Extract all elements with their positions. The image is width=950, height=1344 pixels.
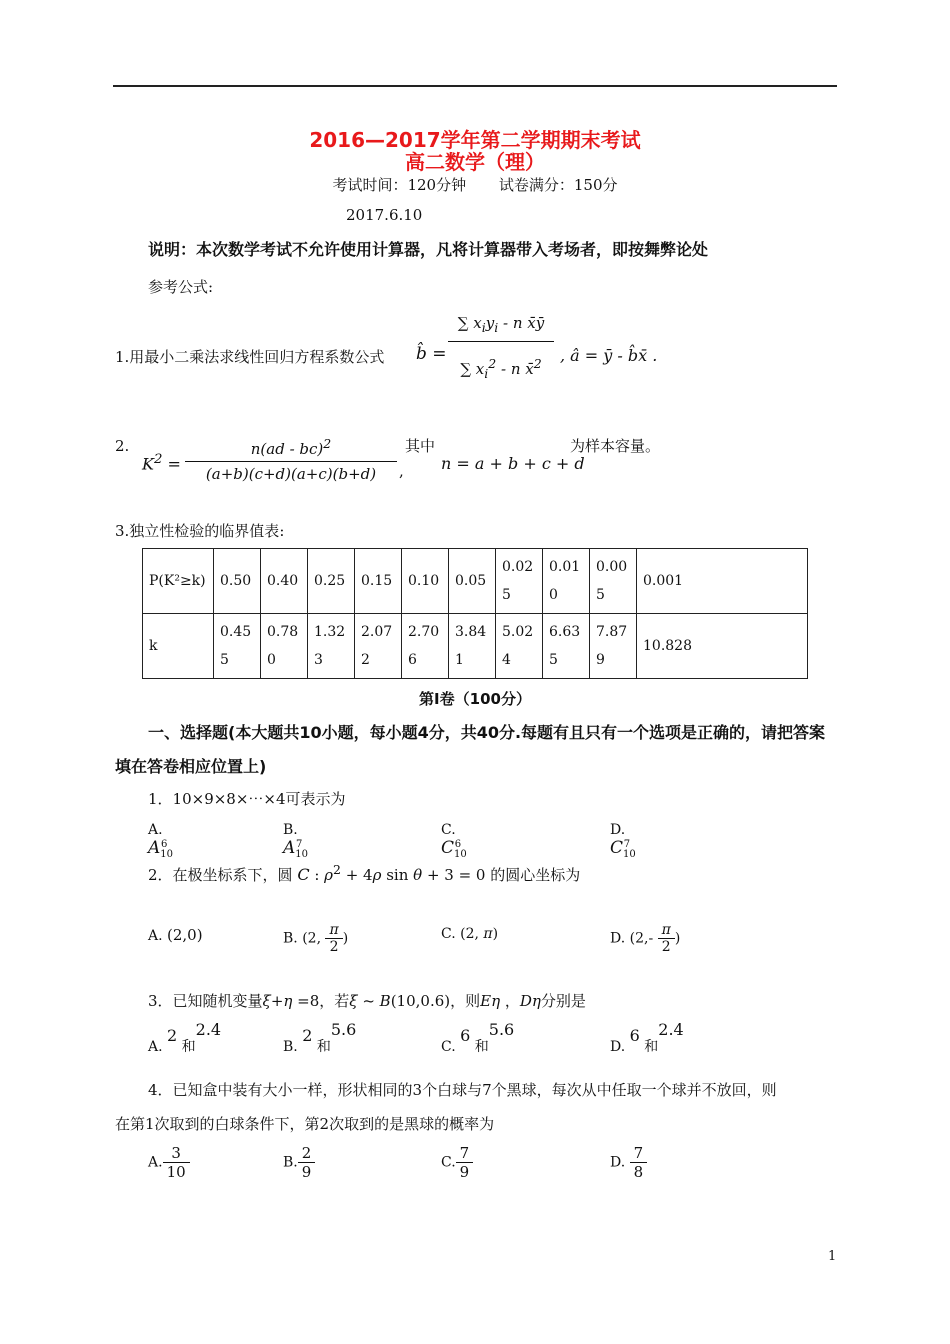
table-cell: 0.10	[402, 549, 449, 614]
q4-option-c	[441, 1144, 473, 1181]
q3-b-second: 5.6	[330, 1020, 357, 1039]
exam-title: 2016—2017学年第二学期期末考试	[309, 128, 641, 152]
question-4-stem-line2: 在第1次取到的白球条件下，第2次取到的是黑球的概率为	[115, 1115, 495, 1133]
table-cell: 0.455	[214, 614, 261, 679]
q4-a-denominator: 10	[166, 1163, 186, 1181]
table-cell: 1.323	[308, 614, 355, 679]
q2-option-b: B. (2, $\frac{\pi}{2}$ )	[283, 922, 349, 955]
exam-time: 考试时间：120分钟	[332, 176, 467, 194]
option-letter: A.	[148, 1039, 163, 1055]
q1-option-a: A. $A_{10}^6$	[148, 822, 174, 860]
option-letter: B.	[283, 822, 298, 838]
option-letter: B.	[283, 930, 298, 947]
q4-b-denominator: 9	[301, 1163, 312, 1181]
q3-stem-a: 3．已知随机变量	[148, 992, 263, 1010]
formula-2-fraction: n(ad - bc)$^2$ (a+b)(c+d)(a+c)(b+d)	[185, 436, 397, 483]
q3-a-second: 2.4	[195, 1020, 222, 1039]
q3-d-second: 2.4	[658, 1020, 684, 1039]
q3-option-c	[441, 1020, 515, 1055]
formula-1-fraction: ∑ $x_iy_i$ - n x̄ȳ ∑ $x_i^2$ - n x̄$^2$	[448, 314, 554, 381]
and-label: 和	[644, 1039, 659, 1055]
q4-option-a	[148, 1144, 190, 1181]
q3-option-d	[610, 1020, 684, 1055]
table-cell: 0.40	[261, 549, 308, 614]
option-letter: C.	[441, 1154, 456, 1171]
formula-1-label: 1.用最小二乘法求线性回归方程系数公式	[115, 348, 385, 366]
option-letter: D.	[610, 1039, 626, 1055]
formula-1-b: b̂ =	[416, 344, 447, 364]
exam-date: 2017.6.10	[346, 206, 423, 224]
q3-d-first: 6	[629, 1026, 640, 1045]
formula-2-label: 2.	[115, 437, 130, 455]
option-letter: D.	[610, 822, 626, 838]
question-4-stem-line1: 4．已知盒中装有大小一样，形状相同的3个白球与7个黑球，每次从中任取一个球并不放回，则	[148, 1081, 777, 1099]
option-letter: D.	[610, 930, 626, 947]
option-letter: A.	[148, 822, 163, 838]
option-letter: C.	[441, 1039, 456, 1055]
q2-stem-b: 的圆心坐标为	[490, 866, 581, 884]
full-score: 试卷满分：150分	[498, 176, 618, 194]
formula-2-where: 其中	[405, 437, 436, 455]
option-letter: C.	[441, 822, 456, 838]
table-cell: 0.50	[214, 549, 261, 614]
q3-stem-c: ，则	[450, 992, 481, 1010]
q3-option-a	[148, 1020, 222, 1055]
table-cell: 5.024	[496, 614, 543, 679]
question-1-stem: 1．10×9×8×⋯×4可表示为	[148, 790, 346, 808]
q3-option-b	[283, 1020, 357, 1055]
formula-2-comma: ,	[399, 462, 404, 480]
q3-c-second: 5.6	[488, 1020, 515, 1039]
part1-title: 第Ⅰ卷（100分）	[419, 690, 531, 708]
q4-b-numerator: 2	[298, 1144, 316, 1163]
q4-d-denominator: 8	[633, 1163, 644, 1181]
option-letter: B.	[283, 1039, 298, 1055]
table-row-label: k	[143, 614, 214, 679]
option-letter: D.	[610, 1154, 626, 1171]
q1-option-b: B. $A_{10}^7$	[283, 822, 309, 860]
q4-c-denominator: 9	[459, 1163, 470, 1181]
table-cell: 0.005	[590, 549, 637, 614]
table-cell: 2.072	[355, 614, 402, 679]
table-cell: 0.25	[308, 549, 355, 614]
q3-stem-b: ，若	[319, 992, 350, 1010]
q2-stem-a: 2．在极坐标系下，圆	[148, 866, 293, 884]
question-3-stem: 3．已知随机变量ξ+η =8，若ξ ~ B(10,0.6)，则Eη ，Dη分别是	[148, 992, 586, 1010]
option-letter: A.	[148, 1154, 163, 1171]
table-cell: 0.010	[543, 549, 590, 614]
formula-2-sample: 为样本容量。	[570, 437, 661, 455]
q4-option-b	[283, 1144, 315, 1181]
formula-2-k: $K^2$ =	[142, 452, 181, 474]
critical-value-table	[142, 548, 808, 679]
section-heading-line1: 一、选择题(本大题共10小题，每小题4分，共40分.每题有且只有一个选项是正确的，请把答案	[148, 723, 826, 742]
table-cell: 10.828	[637, 614, 808, 679]
table-cell: 0.001	[637, 549, 808, 614]
table-row	[143, 549, 808, 614]
section-heading-line2: 填在答卷相应位置上)	[115, 757, 267, 776]
and-label: 和	[181, 1039, 196, 1055]
q4-option-d	[610, 1144, 647, 1181]
and-label: 和	[316, 1039, 331, 1055]
q3-c-first: 6	[460, 1026, 471, 1045]
table-cell: 0.05	[449, 549, 496, 614]
option-letter: C.	[441, 926, 456, 942]
q3-b-first: 2	[302, 1026, 313, 1045]
table-row	[143, 614, 808, 679]
and-label: 和	[474, 1039, 489, 1055]
formula-3-label: 3.独立性检验的临界值表:	[115, 522, 285, 540]
option-letter: A.	[148, 928, 163, 944]
q1-option-d: D. $C_{10}^7$	[610, 822, 636, 860]
formula-1-a: , â = ȳ - b̂x̄ .	[560, 346, 658, 365]
table-cell: 2.706	[402, 614, 449, 679]
q4-d-numerator: 7	[630, 1144, 648, 1163]
table-cell: 0.780	[261, 614, 308, 679]
q2-option-a: A. (2,0)	[148, 926, 203, 944]
question-2-stem: 2．在极坐标系下，圆 C : $\rho^2 + 4\rho$ sin θ + 3 = 0 的圆心坐标为	[148, 862, 581, 884]
table-row-label: P(K²≥k)	[143, 549, 214, 614]
q3-stem-d: 分别是	[540, 992, 586, 1010]
top-rule	[113, 85, 837, 87]
q3-a-first: 2	[167, 1026, 178, 1045]
table-cell: 0.025	[496, 549, 543, 614]
formula-2-n: n = a + b + c + d	[441, 454, 585, 473]
table-cell: 7.879	[590, 614, 637, 679]
formula-intro: 参考公式:	[148, 278, 214, 296]
exam-subtitle: 高二数学（理）	[405, 150, 545, 174]
page-number: 1	[828, 1249, 837, 1264]
table-cell: 6.635	[543, 614, 590, 679]
q2-option-c: C. (2, π)	[441, 926, 499, 942]
table-cell: 0.15	[355, 549, 402, 614]
q4-c-numerator: 7	[456, 1144, 474, 1163]
table-cell: 3.841	[449, 614, 496, 679]
q1-option-c: C. $C_{10}^6$	[441, 822, 467, 860]
option-letter: B.	[283, 1154, 298, 1171]
exam-note: 说明：本次数学考试不允许使用计算器，凡将计算器带入考场者，即按舞弊论处	[148, 240, 709, 259]
q2-option-d: D. (2,- $\frac{\pi}{2}$ )	[610, 922, 681, 955]
q4-a-numerator: 3	[163, 1144, 190, 1163]
exam-meta	[0, 174, 950, 195]
